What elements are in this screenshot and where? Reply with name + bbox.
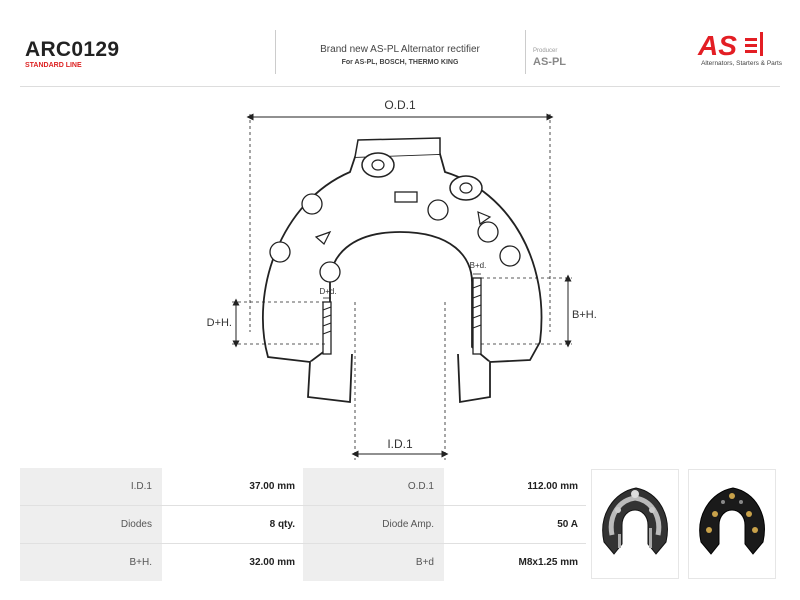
header-divider: [525, 30, 526, 74]
brand-tagline: Alternators, Starters & Parts: [701, 60, 782, 67]
product-photo-back[interactable]: [688, 469, 776, 579]
spec-label: B+H.: [20, 544, 162, 581]
product-line: STANDARD LINE: [25, 62, 82, 69]
spec-value: 50 A: [444, 506, 586, 543]
spec-label: Diodes: [20, 506, 162, 543]
brand-logo: [672, 30, 782, 76]
producer-label: Producer: [533, 48, 558, 54]
producer-value: AS-PL: [533, 56, 566, 68]
dh-label: D+H.: [206, 317, 232, 329]
spec-table: [20, 468, 586, 580]
od-label: O.D.1: [384, 98, 416, 112]
spec-value: M8x1.25 mm: [444, 544, 586, 581]
spec-value: 8 qty.: [162, 506, 303, 543]
spec-label: O.D.1: [303, 468, 444, 505]
header-rule: [20, 86, 780, 87]
spec-value: 112.00 mm: [444, 468, 586, 505]
id-label: I.D.1: [387, 437, 413, 451]
spec-value: 32.00 mm: [162, 544, 303, 581]
dd-label: D+d.: [319, 287, 337, 296]
spec-label: B+d: [303, 544, 444, 581]
bd-label: B+d.: [469, 261, 487, 270]
spec-row: [20, 544, 586, 581]
bh-label: B+H.: [572, 309, 597, 321]
rectifier-photo-front: [592, 470, 678, 578]
brand-logo-letters: AS: [698, 30, 737, 60]
spec-label: Diode Amp.: [303, 506, 444, 543]
product-description: Brand new AS-PL Alternator rectifier: [320, 44, 480, 55]
rectifier-drawing: [190, 92, 610, 464]
spec-value: 37.00 mm: [162, 468, 303, 505]
product-applications: For AS-PL, BOSCH, THERMO KING: [341, 59, 459, 66]
spec-label: I.D.1: [20, 468, 162, 505]
product-code: ARC0129: [25, 38, 120, 61]
rectifier-photo-back: [689, 470, 775, 578]
header: [0, 0, 800, 86]
spec-row: [20, 506, 586, 543]
brand-logo-mark: [672, 30, 782, 60]
product-photo-front[interactable]: [591, 469, 679, 579]
spec-row: [20, 468, 586, 505]
technical-drawing: [190, 92, 610, 464]
header-divider: [275, 30, 276, 74]
